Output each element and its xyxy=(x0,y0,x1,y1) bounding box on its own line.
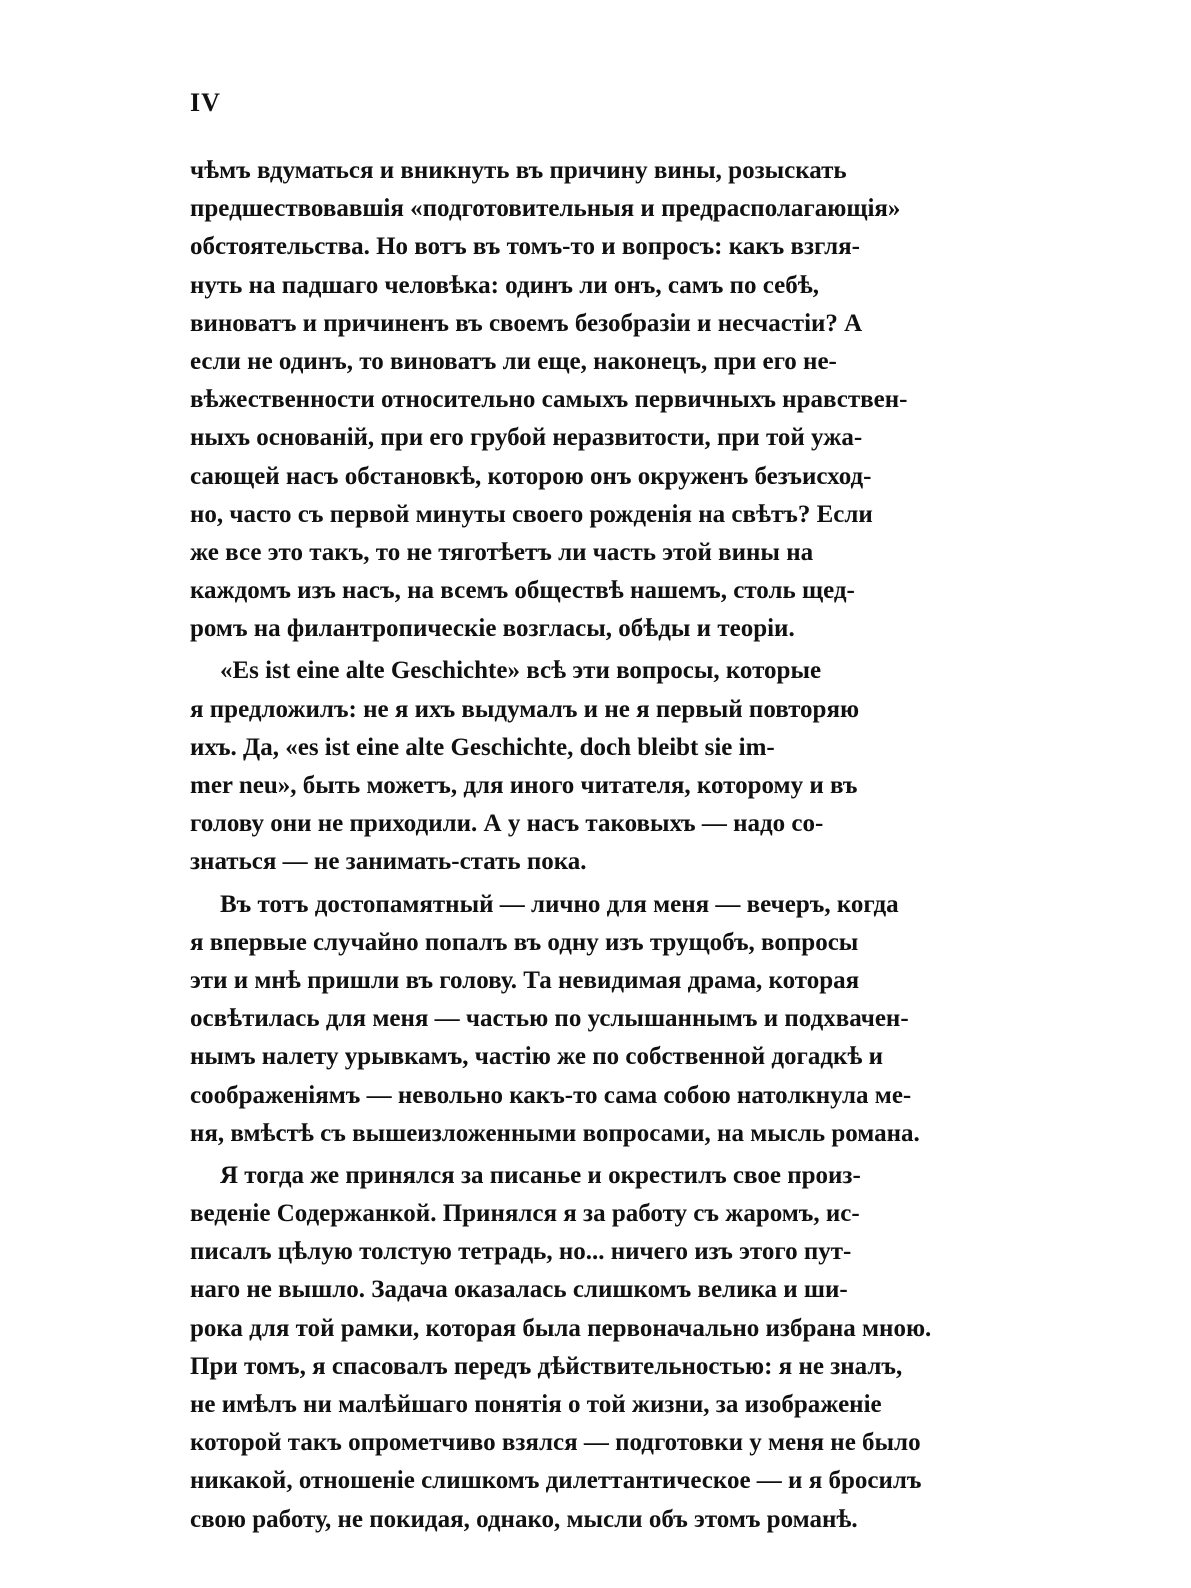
text-line: но, часто съ первой минуты своего рожденія на свѣтъ? Если xyxy=(190,500,873,528)
text-line: освѣтилась для меня — частью по услышаннымъ и подхвачен- xyxy=(190,1005,909,1033)
text-line: вѣжественности относительно самыхъ первичныхъ нравствен- xyxy=(190,386,908,414)
text-line: mer neu», быть можетъ, для иного читателя, которому и въ xyxy=(190,772,858,799)
text-line: веденіе Содержанкой. Принялся я за работу съ жаромъ, ис- xyxy=(190,1200,860,1228)
text-line: если не одинъ, то виноватъ ли еще, наконецъ, при его не- xyxy=(190,347,837,375)
text-line: я предложилъ: не я ихъ выдумалъ и не я первый повторяю xyxy=(190,695,860,723)
text-line: Въ тотъ достопамятный — лично для меня — вечеръ, когда xyxy=(220,890,899,918)
text-line: никакой, отношеніе слишкомъ дилеттантическое — и я бросилъ xyxy=(190,1467,922,1495)
text-line: писалъ цѣлую толстую тетрадь, но... ничего изъ этого пут- xyxy=(190,1238,852,1266)
text-line: каждомъ изъ насъ, на всемъ обществѣ нашемъ, столь щед- xyxy=(190,577,855,605)
text-line: предшествовавшія «подготовительныя и предрасполагающія» xyxy=(190,195,901,223)
paragraph-2 xyxy=(190,652,982,881)
text-line: которой такъ опрометчиво взялся — подготовки у меня не было xyxy=(190,1429,921,1457)
text-line: нымъ налету урывкамъ, частію же по собственной догадкѣ и xyxy=(190,1043,884,1071)
text-line: чѣмъ вдуматься и вникнуть въ причину вины, розыскать xyxy=(190,157,847,184)
text-line: обстоятельства. Но вотъ въ томъ-то и вопросъ: какъ взгля- xyxy=(190,233,861,261)
text-line: знаться — не занимать-стать пока. xyxy=(190,848,587,876)
text-line: соображеніямъ — невольно какъ-то сама собою натолкнула ме- xyxy=(190,1081,912,1109)
text-line: виноватъ и причиненъ въ своемъ безобразіи и несчастіи? А xyxy=(190,309,863,337)
paragraph-1 xyxy=(190,152,982,648)
text-line: голову они не приходили. А у насъ таковыхъ — надо со- xyxy=(190,810,824,838)
page-number: IV xyxy=(190,88,221,117)
text-line: ихъ. Да, «es ist eine alte Geschichte, doch bleibt sie im- xyxy=(190,733,775,761)
text-line: ромъ на филантропическіе возгласы, обѣды и теоріи. xyxy=(190,615,795,643)
text-line: наго не вышло. Задача оказалась слишкомъ велика и ши- xyxy=(190,1276,848,1304)
text-line: эти и мнѣ пришли въ голову. Та невидимая драма, которая xyxy=(190,966,860,994)
text-line: не имѣлъ ни малѣйшаго понятія о той жизни, за изображеніе xyxy=(190,1391,882,1418)
body-text xyxy=(190,152,982,1539)
text-line: я впервые случайно попалъ въ одну изъ трущобъ, вопросы xyxy=(190,928,859,956)
text-line: «Es ist eine alte Geschichte» всѣ эти вопросы, которые xyxy=(220,657,822,685)
text-line: Я тогда же принялся за писанье и окрестилъ свое произ- xyxy=(220,1161,861,1189)
text-line: При томъ, я спасовалъ передъ дѣйствительностью: я не зналъ, xyxy=(190,1352,903,1380)
paragraph-3 xyxy=(190,886,982,1153)
text-line: нуть на падшаго человѣка: одинъ ли онъ, самъ по себѣ, xyxy=(190,271,820,299)
text-line: сающей насъ обстановкѣ, которою онъ окруженъ безъисход- xyxy=(190,462,872,490)
text-line: ня, вмѣстѣ съ вышеизложенными вопросами, на мысль романа. xyxy=(190,1119,920,1147)
text-line: же все это такъ, то не тяготѣетъ ли часть этой вины на xyxy=(190,538,814,566)
paragraph-4 xyxy=(190,1157,982,1539)
text-line: рока для той рамки, которая была первоначально избрана мною. xyxy=(190,1314,932,1342)
text-line: ныхъ основаній, при его грубой неразвитости, при той ужа- xyxy=(190,424,863,452)
text-line: свою работу, не покидая, однако, мысли объ этомъ романѣ. xyxy=(190,1505,858,1533)
